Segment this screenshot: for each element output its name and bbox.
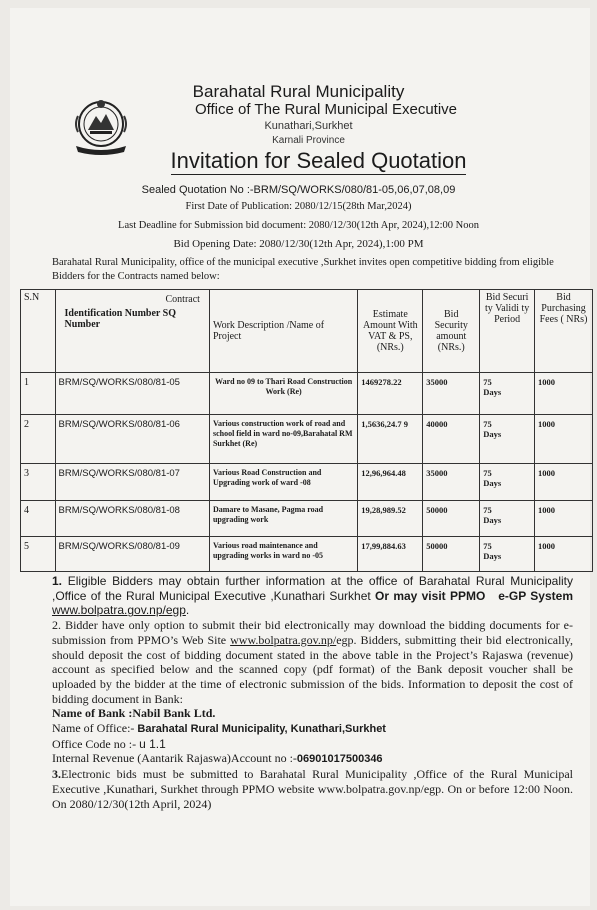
office-name: Office of The Rural Municipal Executive xyxy=(194,101,458,118)
cell-sn: 4 xyxy=(21,501,56,537)
cell-fees: 1000 xyxy=(535,464,593,501)
header-contract-label: Contract xyxy=(165,294,200,305)
cell-security: 35000 xyxy=(423,464,480,501)
first-publication-date: First Date of Publication: 2080/12/15(28th Mar,2024) xyxy=(185,201,412,212)
office-code: Office Code no :- u 1.1 xyxy=(52,736,166,751)
cell-work: Damare to Masane, Pagma road upgrading work xyxy=(209,501,357,537)
cell-security: 35000 xyxy=(423,373,480,415)
cell-estimate: 12,96,964.48 xyxy=(358,464,423,501)
header-validity-period: Bid Securi ty Validi ty Period xyxy=(480,290,535,373)
table-row xyxy=(21,464,593,501)
cell-id: BRM/SQ/WORKS/080/81-06 xyxy=(55,415,209,464)
contracts-table xyxy=(20,289,593,572)
cell-validity: 75 Days xyxy=(480,537,535,572)
bank-name: Name of Bank :Nabil Bank Ltd. xyxy=(52,706,216,721)
office-location: Kunathari,Surkhet xyxy=(264,120,353,132)
cell-fees: 1000 xyxy=(535,501,593,537)
cell-fees: 1000 xyxy=(535,537,593,572)
header-purchasing-fees: Bid Purchasing Fees ( NRs) xyxy=(535,290,593,373)
cell-validity: 75 Days xyxy=(480,373,535,415)
cell-id: BRM/SQ/WORKS/080/81-09 xyxy=(55,537,209,572)
page-title: Invitation for Sealed Quotation xyxy=(170,148,467,173)
cell-id: BRM/SQ/WORKS/080/81-07 xyxy=(55,464,209,501)
cell-sn: 1 xyxy=(21,373,56,415)
office-info: Name of Office:- Barahatal Rural Municipality, Kunathari,Surkhet xyxy=(52,721,386,736)
header-identification xyxy=(55,290,209,373)
header-sn: S.N xyxy=(21,290,56,373)
cell-estimate: 17,99,884.63 xyxy=(358,537,423,572)
bolpatra-link[interactable]: www.bolpatra.gov.np/egp xyxy=(52,603,186,618)
header-estimate-amount: Estimate Amount With VAT & PS, (NRs.) xyxy=(358,290,423,373)
cell-work: Various construction work of road and school field in ward no-09,Barahatal RM Surkhet (Re) xyxy=(209,415,357,464)
table-row xyxy=(21,415,593,464)
cell-work: Various road maintenance and upgrading works in ward no -05 xyxy=(209,537,357,572)
table-header-row xyxy=(21,290,593,373)
notes-section xyxy=(52,574,573,811)
cell-security: 50000 xyxy=(423,537,480,572)
bolpatra-link-2[interactable]: www.bolpatra.gov.np/ xyxy=(230,632,337,647)
cell-fees: 1000 xyxy=(535,373,593,415)
cell-estimate: 19,28,989.52 xyxy=(358,501,423,537)
cell-validity: 75 Days xyxy=(480,415,535,464)
cell-work: Ward no 09 to Thari Road Construction Work (Re) xyxy=(209,373,357,415)
cell-sn: 3 xyxy=(21,464,56,501)
note-2: 2. Bidder have only option to submit their bid electronically may download the bidding documents for e-submission from PPMO’s Web Site www.bolpatra.gov.np/egp. Bidders, submitting their bid electronically, should deposit the cost of bidding document stated in the above table in the Project’s Rajaswa (revenue) account as specified below and the scanned copy (pdf format) of the Bank deposit voucher shall be uploaded by the bidder at the time of electronic submission of the bids. Information to deposit the cost of bidding document in Bank: xyxy=(52,618,574,706)
cell-id: BRM/SQ/WORKS/080/81-08 xyxy=(55,501,209,537)
quotation-number: Sealed Quotation No :-BRM/SQ/WORKS/080/81-05,06,07,08,09 xyxy=(141,184,456,196)
note-1: 1. Eligible Bidders may obtain further information at the office of Barahatal Rural Municipality ,Office of the Rural Municipal Executive ,Kunathari Surkhet Or may visit PPMO e-GP System www.bolpatra.gov.np/egp. xyxy=(52,574,573,618)
intro-paragraph: Barahatal Rural Municipality, office of the municipal executive ,Surkhet invites open competitive bidding from eligible Bidders for the Contracts named below: xyxy=(52,257,554,282)
province-name: Karnali Province xyxy=(272,135,345,146)
cell-estimate: 1469278.22 xyxy=(358,373,423,415)
municipality-name: Barahatal Rural Municipality xyxy=(192,82,405,101)
cell-sn: 5 xyxy=(21,537,56,572)
cell-validity: 75 Days xyxy=(480,501,535,537)
cell-estimate: 1,5636,24.7 9 xyxy=(358,415,423,464)
cell-sn: 2 xyxy=(21,415,56,464)
cell-security: 50000 xyxy=(423,501,480,537)
header-work-description: Work Description /Name of Project xyxy=(209,290,357,373)
submission-deadline: Last Deadline for Submission bid document: 2080/12/30(12th Apr, 2024),12:00 Noon xyxy=(118,220,479,231)
note-3: 3.Electronic bids must be submitted to Barahatal Rural Municipality ,Office of the Rural Municipal Executive ,Kunathari, Surkhet through PPMO website www.bolpatra.gov.np/egp. On or before 12:00 Noon. On 2080/12/30(12th April, 2024) xyxy=(52,767,573,811)
revenue-account: Internal Revenue (Aantarik Rajaswa)Account no :-06901017500346 xyxy=(52,751,383,766)
table-row xyxy=(21,537,593,572)
cell-security: 40000 xyxy=(423,415,480,464)
cell-fees: 1000 xyxy=(535,415,593,464)
cell-id: BRM/SQ/WORKS/080/81-05 xyxy=(55,373,209,415)
table-row xyxy=(21,373,593,415)
table-row xyxy=(21,501,593,537)
bid-opening-date: Bid Opening Date: 2080/12/30(12th Apr, 2024),1:00 PM xyxy=(173,238,424,250)
cell-validity: 75 Days xyxy=(480,464,535,501)
header-id-label: Identification Number SQ Number xyxy=(64,308,177,330)
cell-work: Various Road Construction and Upgrading work of ward -08 xyxy=(209,464,357,501)
header-bid-security: Bid Security amount (NRs.) xyxy=(423,290,480,373)
